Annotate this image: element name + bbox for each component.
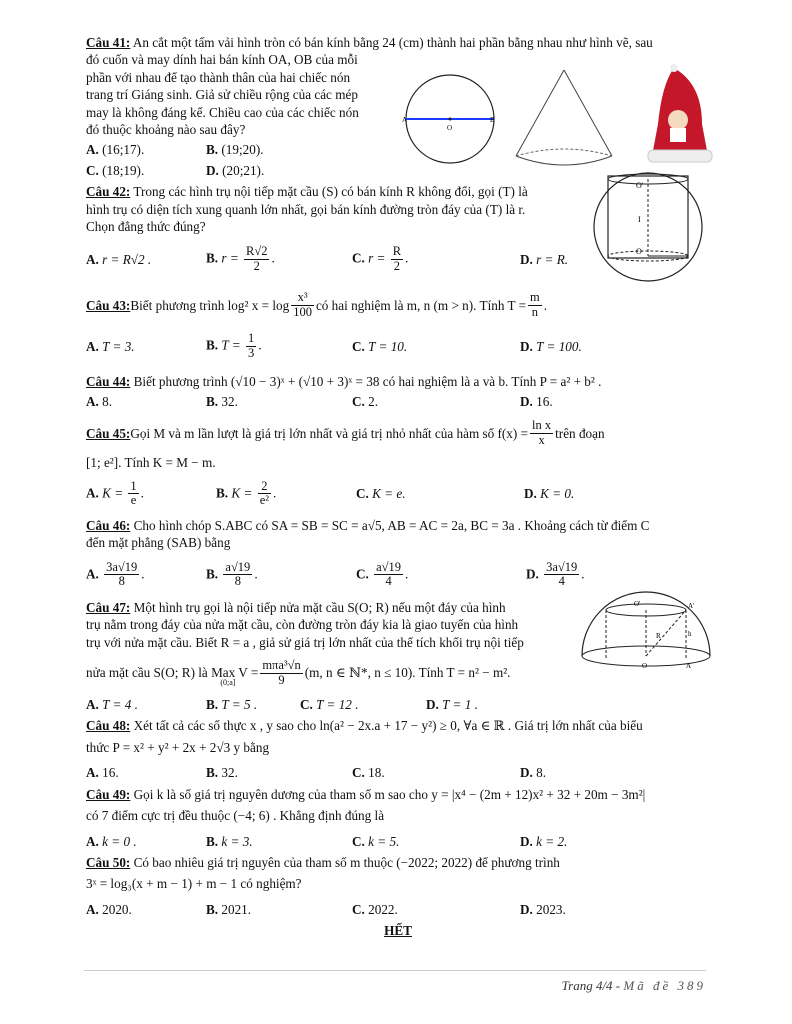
question-47: Câu 47: Một hình trụ gọi là nội tiếp nửa mặt cầu S(O; R) nếu một đáy của hình trụ nằm trong đáy của nửa mặt cầu, còn đường tròn đáy kia là giao tuyến của hình trụ với nửa mặt cầu. Biết R = a , giả sử giá trị lớn nhất của thể tích khối trụ nội tiếp xyxy=(86,599,524,650)
options-50 xyxy=(86,901,710,918)
question-46: Câu 46: Cho hình chóp S.ABC có SA = SB = SC = a√5, AB = AC = 2a, BC = 3a . Khoảng cách từ điểm C đến mặt phẳng (SAB) bằng xyxy=(86,517,650,551)
footer-rule xyxy=(84,970,706,971)
question-47-cont: nửa mặt cầu S(O; R) là Max V = (0;a] $\frac{\text{mπa³√n}}{9}$ (m, n ∈ ℕ*, n ≤ 10). Tính T = n² − m². xyxy=(86,657,511,687)
option-d[interactable]: D. 16. xyxy=(520,394,553,410)
options-41b xyxy=(86,162,396,179)
options-43 xyxy=(86,329,710,365)
option-c[interactable]: C. 2022. xyxy=(352,901,398,917)
options-45 xyxy=(86,475,710,513)
sphere-cylinder-figure xyxy=(588,168,708,286)
option-c[interactable]: C. 2. xyxy=(352,394,379,410)
option-b[interactable]: B. T = $\frac{1}{3}$ . xyxy=(206,331,262,361)
option-c[interactable]: C. $\frac{a√19}{4}$ . xyxy=(356,559,409,589)
option-b[interactable]: B. r = $\frac{R√2}{2}$ . xyxy=(206,244,275,274)
option-d[interactable]: D. $\frac{3a√19}{4}$ . xyxy=(526,559,585,589)
page-footer: Trang 4/4 - Mã đề 389 xyxy=(561,978,706,993)
option-a[interactable]: A. 16. xyxy=(86,765,119,781)
option-d[interactable]: D. 8. xyxy=(520,765,547,781)
option-c[interactable]: C. r = $\frac{R}{2}$ . xyxy=(352,244,409,274)
question-42: Câu 42: Trong các hình trụ nội tiếp mặt cầu (S) có bán kính R không đổi, gọi (T) là hình trụ có diện tích xung quanh lớn nhất, gọi bán kính đường tròn đáy của (T) là r. Chọn đẳng thức đúng? xyxy=(86,184,528,235)
label-o-prime: O' xyxy=(636,181,644,190)
label-o: O xyxy=(447,124,453,132)
question-45-cont: [1; e²]. Tính K = M − m. xyxy=(86,455,216,471)
option-b[interactable]: B. $\frac{a√19}{8}$ . xyxy=(206,559,258,589)
question-45: Câu 45: Gọi M và m lần lượt là giá trị lớn nhất và giá trị nhỏ nhất của hàm số f(x) = $\frac{\text{ln x}}{x}$ trên đoạn xyxy=(86,418,605,447)
cone-figure xyxy=(516,70,612,165)
question-label: Câu 41: xyxy=(86,35,131,50)
options-47 xyxy=(86,696,710,713)
option-d[interactable]: D. k = 2. xyxy=(520,833,568,849)
question-41: Câu 41: An cắt một tấm vải hình tròn có bán kính bằng 24 (cm) thành hai phần bằng nhau như hình vẽ, sau đó cuốn và may dính hai bán kính OA, OB của mỗi phần với nhau để tạo thành thân của hai chiếc nón trang trí Giáng sinh. Giả sử chiều rộng của các mép may là không đáng kể. Chiều cao của các chiếc nón đó thuộc khoảng nào sau đây? xyxy=(86,35,653,138)
label-o-prime: O' xyxy=(634,600,641,608)
label-o: O xyxy=(636,247,642,256)
question-49: Câu 49: Gọi k là số giá trị nguyên dương của tham số m sao cho y = |x⁴ − (2m + 12)x² + 32 + 20m − 3m²| có 7 điểm cực trị đều thuộc (−4; 6) . Khẳng định đúng là xyxy=(86,786,646,824)
option-b[interactable]: B. k = 3. xyxy=(206,833,253,849)
question-50: Câu 50: Có bao nhiêu giá trị nguyên của tham số m thuộc (−2022; 2022) để phương trình 3ˣ = log₃(x + m − 1) + m − 1 có nghiệm? xyxy=(86,854,560,892)
end-marker: HẾT xyxy=(384,923,412,939)
options-41 xyxy=(86,141,396,158)
option-a[interactable]: A. T = 3. xyxy=(86,338,135,354)
option-b[interactable]: B. 32. xyxy=(206,765,238,781)
option-c[interactable]: C. K = e. xyxy=(356,486,406,502)
label-a-prime: A' xyxy=(688,602,695,610)
label-r: R xyxy=(656,632,661,640)
option-a[interactable]: A. T = 4 . xyxy=(86,697,138,713)
question-48: Câu 48: Xét tất cả các số thực x , y sao cho ln(a² − 2x.a + 17 − y²) ≥ 0, ∀a ∈ ℝ . Giá trị lớn nhất của biểu thức P = x² + y² + 2x + 2√3 y bằng xyxy=(86,718,643,755)
option-b[interactable]: B. 32. xyxy=(206,394,238,410)
question-44: Câu 44: Biết phương trình (√10 − 3)ˣ + (√10 + 3)ˣ = 38 có hai nghiệm là a và b. Tính P = a² + b² . xyxy=(86,373,602,389)
option-d[interactable]: D. T = 1 . xyxy=(426,697,478,713)
question-43: Câu 43: Biết phương trình log² x = log $\frac{\text{x³}}{100}$ có hai nghiệm là m, n (m > n). Tính T = $\frac{m}{n}$ . xyxy=(86,290,548,320)
option-a[interactable]: A. 2020. xyxy=(86,901,132,917)
option-c[interactable]: C. k = 5. xyxy=(352,833,400,849)
options-48 xyxy=(86,764,710,781)
option-d[interactable]: D. r = R. xyxy=(520,251,569,267)
options-49 xyxy=(86,833,710,850)
label-o: O xyxy=(642,662,648,670)
option-a[interactable]: A. $\frac{3a√19}{8}$ . xyxy=(86,559,145,589)
option-c[interactable]: C. T = 10. xyxy=(352,338,408,354)
label-i: I xyxy=(638,215,641,224)
option-a[interactable]: A. r = R√2 . xyxy=(86,251,152,267)
option-b[interactable]: B. (19;20). xyxy=(206,141,264,157)
option-c[interactable]: C. (18;19). xyxy=(86,162,145,178)
hemisphere-cylinder-figure xyxy=(578,586,714,670)
option-a[interactable]: A. K = $\frac{1}{e}$ . xyxy=(86,478,144,508)
label-a: A xyxy=(402,116,408,124)
circle-figure xyxy=(402,75,495,163)
label-a: A xyxy=(686,662,692,670)
option-d[interactable]: D. (20;21). xyxy=(206,162,265,178)
option-c[interactable]: C. 18. xyxy=(352,765,385,781)
option-d[interactable]: D. K = 0. xyxy=(524,486,575,502)
option-a[interactable]: A. k = 0 . xyxy=(86,833,137,849)
options-44 xyxy=(86,393,710,410)
option-b[interactable]: B. 2021. xyxy=(206,901,252,917)
option-d[interactable]: D. T = 100. xyxy=(520,338,582,354)
hat-figures xyxy=(402,64,722,174)
option-b[interactable]: B. T = 5 . xyxy=(206,697,258,713)
option-a[interactable]: A. (16;17). xyxy=(86,141,145,157)
option-d[interactable]: D. 2023. xyxy=(520,901,566,917)
santa-hat-image xyxy=(648,64,712,162)
option-c[interactable]: C. T = 12 . xyxy=(300,697,359,713)
label-b: B xyxy=(490,116,495,124)
label-h: h xyxy=(688,630,692,638)
option-b[interactable]: B. K = $\frac{2}{\text{e²}}$ . xyxy=(216,478,277,508)
option-a[interactable]: A. 8. xyxy=(86,394,113,410)
